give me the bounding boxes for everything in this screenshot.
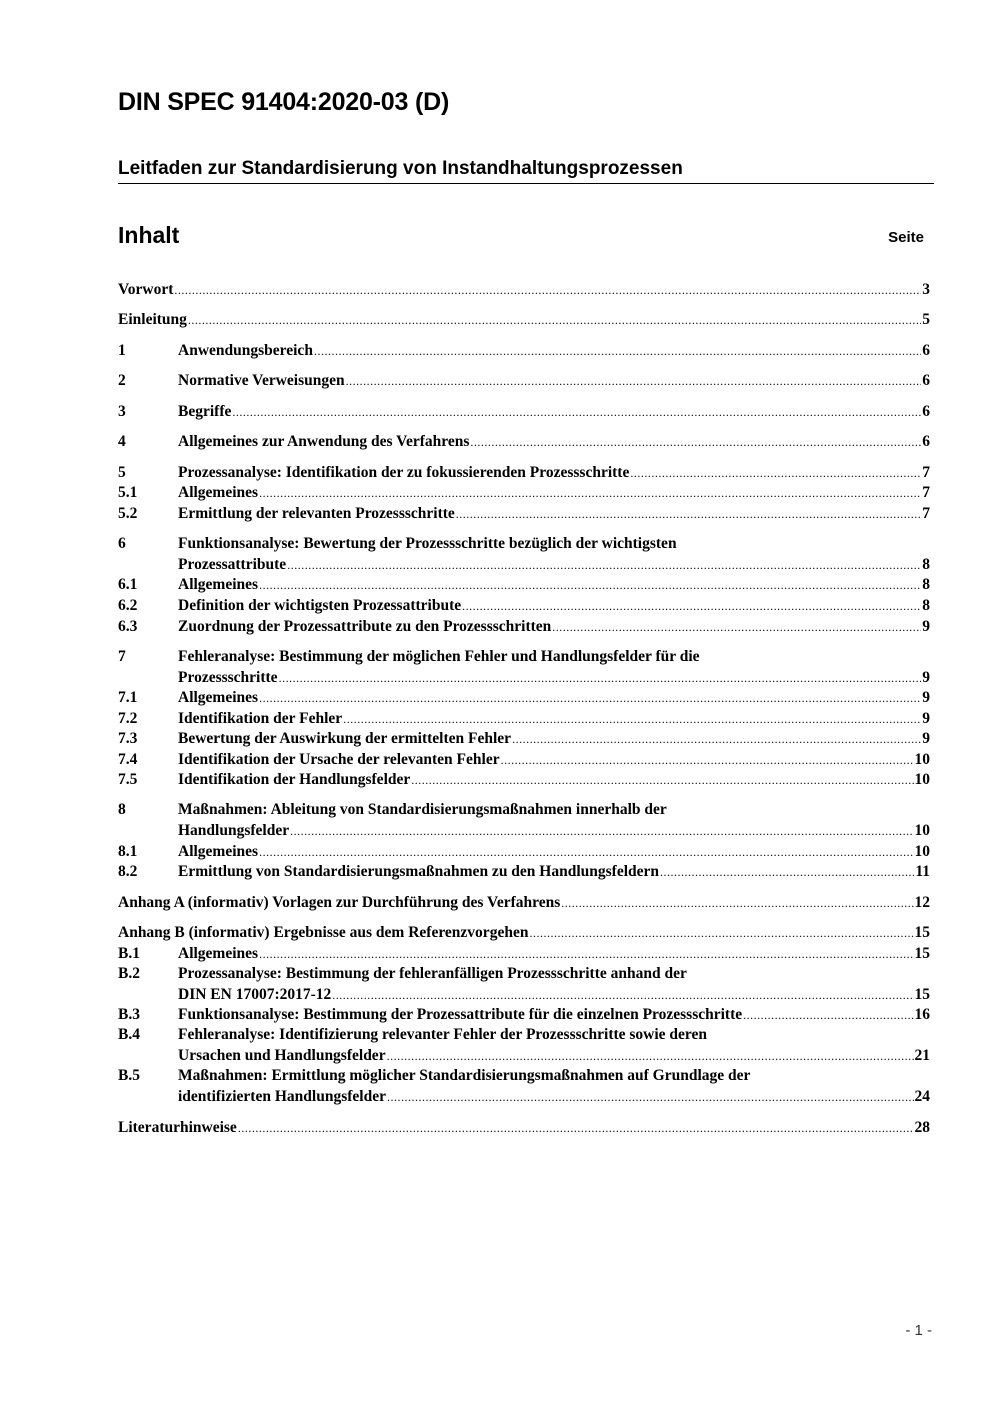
toc-entry-page: 5 bbox=[922, 311, 930, 328]
toc-entry-title: Prozessattribute bbox=[178, 556, 287, 573]
dot-leader bbox=[512, 729, 921, 749]
dot-leader bbox=[660, 862, 914, 882]
toc-entry-number: 5.1 bbox=[118, 484, 138, 501]
dot-leader bbox=[456, 504, 921, 524]
toc-entry-number: 7.4 bbox=[118, 751, 138, 768]
toc-entry-number: 7 bbox=[118, 648, 126, 665]
toc-entry-title: Definition der wichtigsten Prozessattribute bbox=[178, 597, 462, 614]
toc-entry[interactable] bbox=[118, 944, 930, 964]
toc-entry-page: 7 bbox=[922, 505, 930, 522]
toc-entry-page: 7 bbox=[922, 484, 930, 501]
toc-entry-number: 7.3 bbox=[118, 730, 138, 747]
dot-leader bbox=[552, 617, 921, 637]
toc-entry-title: Anhang B (informativ) Ergebnisse aus dem Referenzvorgehen bbox=[118, 924, 529, 941]
dot-leader bbox=[387, 1046, 914, 1066]
toc-entry-number: 8 bbox=[118, 801, 126, 818]
toc-entry-title: Allgemeines zur Anwendung des Verfahrens bbox=[178, 433, 470, 450]
dot-leader bbox=[287, 555, 921, 575]
toc-entry-title: Fehleranalyse: Identifizierung relevanter Fehler der Prozessschritte sowie deren bbox=[178, 1026, 708, 1043]
toc-entry-page: 10 bbox=[914, 751, 930, 768]
dot-leader bbox=[279, 668, 922, 688]
toc-entry[interactable] bbox=[118, 842, 930, 862]
toc-entry[interactable] bbox=[118, 1118, 930, 1138]
toc-entry-title: Normative Verweisungen bbox=[178, 372, 345, 389]
dot-leader bbox=[411, 770, 913, 790]
toc-entry[interactable] bbox=[118, 463, 930, 483]
toc-entry-title: Funktionsanalyse: Bestimmung der Prozessattribute für die einzelnen Prozessschritte bbox=[178, 1006, 743, 1023]
toc-entry-page: 21 bbox=[914, 1047, 930, 1064]
toc-entry[interactable] bbox=[118, 617, 930, 637]
toc-entry-number: 7.1 bbox=[118, 689, 138, 706]
toc-entry[interactable] bbox=[118, 985, 930, 1005]
toc-entry[interactable] bbox=[118, 1087, 930, 1107]
subtitle-rule bbox=[118, 183, 934, 184]
toc-entry[interactable] bbox=[118, 893, 930, 913]
toc-entry-page: 28 bbox=[914, 1119, 930, 1136]
toc-entry-title: Begriffe bbox=[178, 403, 232, 420]
toc-heading: Inhalt bbox=[118, 222, 180, 248]
toc-entry-number: 1 bbox=[118, 342, 126, 359]
toc-entry-first-line bbox=[118, 647, 930, 667]
dot-leader bbox=[332, 985, 913, 1005]
toc-entry-first-line bbox=[118, 1066, 930, 1086]
toc-entry-number: 3 bbox=[118, 403, 126, 420]
dot-leader bbox=[232, 402, 921, 422]
toc-entry-title: Allgemeines bbox=[178, 843, 259, 860]
toc-entry[interactable] bbox=[118, 575, 930, 595]
toc-entry-title: Identifikation der Fehler bbox=[178, 710, 343, 727]
toc-entry-title: Handlungsfelder bbox=[178, 822, 290, 839]
toc-entry-number: 6 bbox=[118, 535, 126, 552]
toc-entry-title: Allgemeines bbox=[178, 484, 259, 501]
dot-leader bbox=[470, 432, 921, 452]
toc-entry-title: Ursachen und Handlungsfelder bbox=[178, 1047, 386, 1064]
toc-entry-title: Vorwort bbox=[118, 281, 174, 298]
toc-entry-page: 7 bbox=[922, 464, 930, 481]
dot-leader bbox=[343, 709, 921, 729]
dot-leader bbox=[290, 821, 913, 841]
toc-entry-title: Bewertung der Auswirkung der ermittelten Fehler bbox=[178, 730, 512, 747]
dot-leader bbox=[346, 371, 922, 391]
toc-entry-title: Einleitung bbox=[118, 311, 187, 328]
toc-entry-page: 6 bbox=[922, 372, 930, 389]
toc-entry-number: 8.1 bbox=[118, 843, 138, 860]
toc-entry-number: 5.2 bbox=[118, 505, 138, 522]
toc-entry-page: 12 bbox=[914, 894, 930, 911]
toc-entry-page: 15 bbox=[914, 986, 930, 1003]
toc-entry[interactable] bbox=[118, 402, 930, 422]
toc-entry[interactable] bbox=[118, 341, 930, 361]
toc-entry-page: 10 bbox=[914, 843, 930, 860]
toc-entry-number: 7.2 bbox=[118, 710, 138, 727]
toc-entry-title: Ermittlung der relevanten Prozessschritte bbox=[178, 505, 455, 522]
toc-entry-page: 8 bbox=[922, 597, 930, 614]
toc-entry-page: 16 bbox=[914, 1006, 930, 1023]
toc-entry[interactable] bbox=[118, 709, 930, 729]
toc-entry-page: 9 bbox=[922, 669, 930, 686]
toc-entry[interactable] bbox=[118, 432, 930, 452]
toc-entry-page: 10 bbox=[914, 822, 930, 839]
toc-entry-page: 11 bbox=[915, 863, 930, 880]
toc-entry-title: Literaturhinweise bbox=[118, 1119, 237, 1136]
dot-leader bbox=[462, 596, 921, 616]
dot-leader bbox=[259, 842, 913, 862]
toc-entry-number: B.5 bbox=[118, 1067, 140, 1084]
toc-entry-number: 7.5 bbox=[118, 771, 138, 788]
toc-entry-title: DIN EN 17007:2017-12 bbox=[178, 986, 332, 1003]
toc-entry-number: B.3 bbox=[118, 1006, 140, 1023]
toc-entry[interactable] bbox=[118, 729, 930, 749]
toc-entry[interactable] bbox=[118, 862, 930, 882]
toc-entry-page: 9 bbox=[922, 689, 930, 706]
toc-entry[interactable] bbox=[118, 280, 930, 300]
toc-entry-number: 6.2 bbox=[118, 597, 138, 614]
dot-leader bbox=[188, 310, 921, 330]
toc-entry-page: 3 bbox=[922, 281, 930, 298]
toc-entry[interactable] bbox=[118, 1005, 930, 1025]
toc-entry-number: 8.2 bbox=[118, 863, 138, 880]
toc-entry-page: 6 bbox=[922, 342, 930, 359]
toc-entry[interactable] bbox=[118, 596, 930, 616]
toc-entry-number: B.1 bbox=[118, 945, 140, 962]
toc-entry-title: Prozessschritte bbox=[178, 669, 278, 686]
toc-entry-title: Prozessanalyse: Identifikation der zu fokussierenden Prozessschritte bbox=[178, 464, 630, 481]
toc-entry-title: Zuordnung der Prozessattribute zu den Prozessschritten bbox=[178, 618, 552, 635]
toc-entry[interactable] bbox=[118, 770, 930, 790]
toc-entry[interactable] bbox=[118, 821, 930, 841]
dot-leader bbox=[314, 341, 921, 361]
dot-leader bbox=[743, 1005, 913, 1025]
toc-entry-first-line bbox=[118, 964, 930, 984]
toc-entry-title: Allgemeines bbox=[178, 576, 259, 593]
toc-entry-title: Identifikation der Handlungsfelder bbox=[178, 771, 411, 788]
toc-entry-number: B.2 bbox=[118, 965, 140, 982]
toc-entry[interactable] bbox=[118, 504, 930, 524]
toc-entry-page: 9 bbox=[922, 730, 930, 747]
toc-entry-page: 6 bbox=[922, 403, 930, 420]
dot-leader bbox=[259, 688, 921, 708]
toc-entry-title: Maßnahmen: Ermittlung möglicher Standardisierungsmaßnahmen auf Grundlage der bbox=[178, 1067, 751, 1084]
dot-leader bbox=[529, 923, 913, 943]
toc-entry-number: 6.1 bbox=[118, 576, 138, 593]
dot-leader bbox=[387, 1087, 914, 1107]
toc-entry-title: identifizierten Handlungsfelder bbox=[178, 1088, 386, 1105]
dot-leader bbox=[561, 893, 913, 913]
toc-entry-page: 10 bbox=[914, 771, 930, 788]
toc-entry[interactable] bbox=[118, 310, 930, 330]
toc-entry-title: Allgemeines bbox=[178, 945, 259, 962]
toc-page-column-label: Seite bbox=[888, 229, 924, 246]
toc-entry-page: 6 bbox=[922, 433, 930, 450]
toc-entry-title: Identifikation der Ursache der relevanten Fehler bbox=[178, 751, 500, 768]
toc-entry-title: Funktionsanalyse: Bewertung der Prozessschritte bezüglich der wichtigsten bbox=[178, 535, 677, 552]
document-title: DIN SPEC 91404:2020-03 (D) bbox=[118, 88, 450, 116]
toc-entry-number: 2 bbox=[118, 372, 126, 389]
toc-entry-page: 9 bbox=[922, 618, 930, 635]
page-number: - 1 - bbox=[905, 1322, 932, 1339]
toc-entry-number: 5 bbox=[118, 464, 126, 481]
toc-entry-page: 15 bbox=[914, 924, 930, 941]
toc-entry-page: 9 bbox=[922, 710, 930, 727]
toc-entry-title: Anhang A (informativ) Vorlagen zur Durchführung des Verfahrens bbox=[118, 894, 561, 911]
toc-entry[interactable] bbox=[118, 483, 930, 503]
toc-entry-number: 4 bbox=[118, 433, 126, 450]
toc-entry-page: 24 bbox=[914, 1088, 930, 1105]
toc-entry-title: Anwendungsbereich bbox=[178, 342, 313, 359]
toc-entry-title: Allgemeines bbox=[178, 689, 259, 706]
toc-entry-title: Maßnahmen: Ableitung von Standardisierungsmaßnahmen innerhalb der bbox=[178, 801, 667, 818]
dot-leader bbox=[259, 575, 921, 595]
toc-entry-number: B.4 bbox=[118, 1026, 140, 1043]
toc-entry[interactable] bbox=[118, 1046, 930, 1066]
toc-entry-first-line bbox=[118, 1025, 930, 1045]
toc-entry-first-line bbox=[118, 800, 930, 820]
toc-entry[interactable] bbox=[118, 371, 930, 391]
dot-leader bbox=[501, 750, 914, 770]
toc-entry-title: Ermittlung von Standardisierungsmaßnahmen zu den Handlungsfeldern bbox=[178, 863, 660, 880]
toc-entry[interactable] bbox=[118, 750, 930, 770]
toc-entry-page: 8 bbox=[922, 576, 930, 593]
dot-leader bbox=[630, 463, 921, 483]
toc-entry-page: 15 bbox=[914, 945, 930, 962]
toc-entry-page: 8 bbox=[922, 556, 930, 573]
dot-leader bbox=[174, 280, 921, 300]
dot-leader bbox=[259, 944, 913, 964]
toc-entry[interactable] bbox=[118, 923, 930, 943]
toc-entry-number: 6.3 bbox=[118, 618, 138, 635]
toc-entry[interactable] bbox=[118, 668, 930, 688]
toc-entry[interactable] bbox=[118, 688, 930, 708]
document-subtitle: Leitfaden zur Standardisierung von Instandhaltungsprozessen bbox=[118, 158, 683, 179]
toc-entry-title: Prozessanalyse: Bestimmung der fehleranfälligen Prozessschritte anhand der bbox=[178, 965, 687, 982]
dot-leader bbox=[238, 1118, 914, 1138]
toc-entry-title: Fehleranalyse: Bestimmung der möglichen Fehler und Handlungsfelder für die bbox=[178, 648, 700, 665]
toc-entry-first-line bbox=[118, 534, 930, 554]
toc-entry[interactable] bbox=[118, 555, 930, 575]
dot-leader bbox=[259, 483, 921, 503]
